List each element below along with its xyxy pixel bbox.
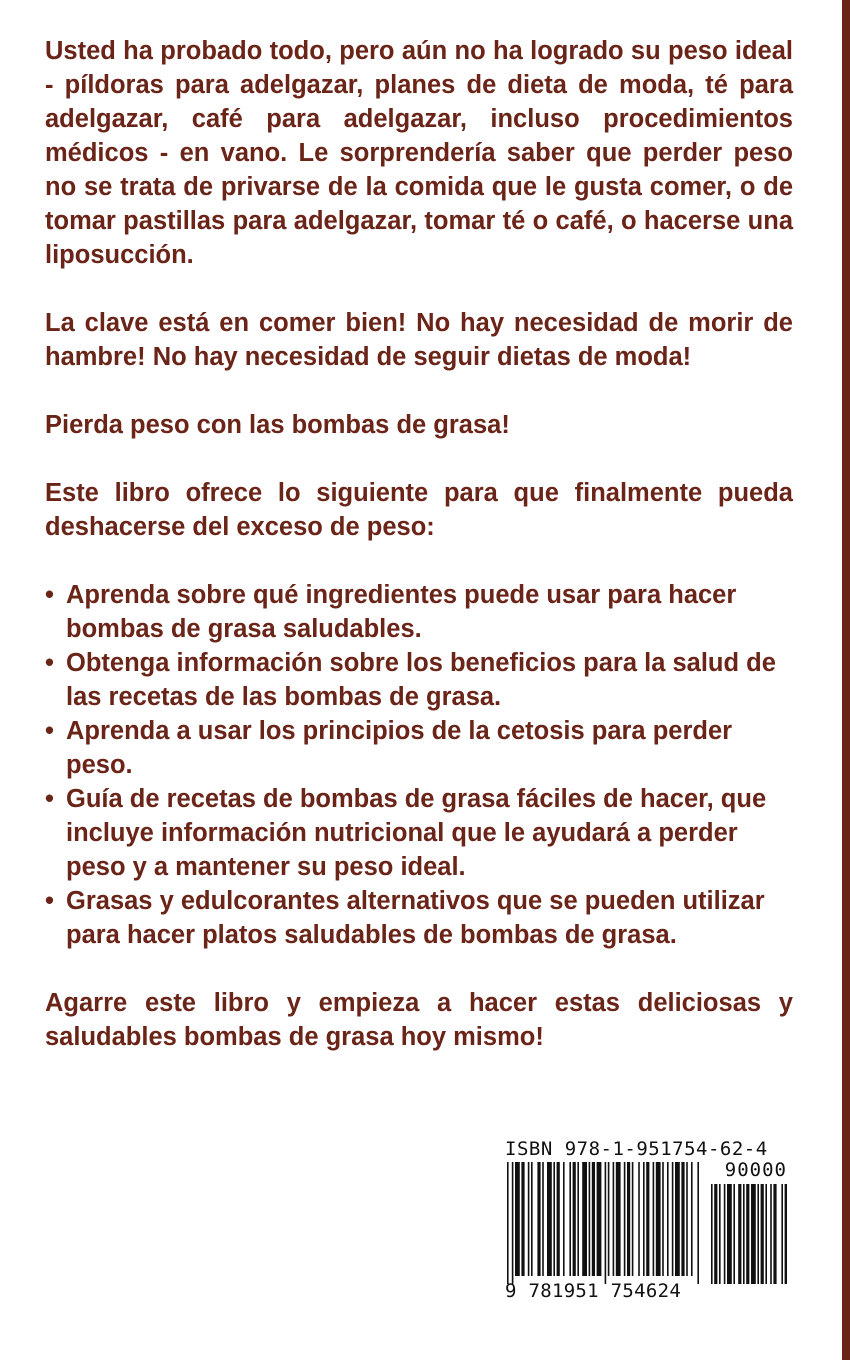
barcode-number: 9 781951 754624 [505, 1280, 682, 1302]
barcode-bar [542, 1162, 544, 1276]
barcode-bar [507, 1162, 509, 1284]
barcode-bar [675, 1162, 680, 1276]
barcode-addon-bar [781, 1184, 783, 1284]
back-cover-text [45, 34, 793, 1088]
barcode-addon-bar [757, 1184, 759, 1284]
list-item [45, 782, 793, 884]
barcode-bar [582, 1162, 587, 1276]
isbn-barcode [505, 1138, 787, 1302]
barcode-bar [569, 1162, 571, 1276]
barcode-bar [632, 1162, 634, 1276]
list-item-text: Aprenda sobre qué ingredientes puede usar para hacer bombas de grasa saludables. [66, 581, 737, 643]
barcode-bar [553, 1162, 555, 1276]
barcode-bar [515, 1162, 520, 1276]
barcode-bar [681, 1162, 684, 1276]
barcode-bar [592, 1162, 595, 1276]
barcode-bar [672, 1162, 674, 1276]
barcode-addon-bar [719, 1184, 721, 1284]
barcode-bar [686, 1162, 688, 1276]
isbn-label: ISBN 978-1-951754-62-4 [505, 1138, 768, 1160]
bullet-icon: • [45, 887, 54, 915]
barcode-bar [656, 1162, 661, 1276]
barcode-addon-bar [743, 1184, 745, 1284]
barcode-bar [547, 1162, 552, 1276]
barcode-addon-bar [711, 1184, 713, 1284]
benefits-list [45, 578, 793, 952]
barcode-addon-bar [714, 1184, 717, 1284]
barcode-addon-bar [761, 1184, 764, 1284]
barcode-addon-bar [785, 1184, 787, 1284]
barcode-bar [643, 1162, 645, 1276]
barcode-addon-bar [765, 1184, 767, 1284]
barcode-bar [557, 1162, 560, 1276]
barcode-bar [627, 1162, 630, 1276]
closing-paragraph: Agarre este libro y empieza a hacer estas deliciosas y saludables bombas de grasa hoy mismo! [45, 989, 793, 1051]
list-item [45, 578, 793, 646]
list-item-text: Obtenga información sobre los beneficios para la salud de las recetas de las bombas de grasa. [66, 649, 776, 711]
barcode-bar [563, 1162, 565, 1276]
barcode-bar [667, 1162, 669, 1276]
barcode-bar [605, 1162, 607, 1284]
list-item [45, 884, 793, 952]
barcode-addon-bar [733, 1184, 735, 1284]
barcode-addon-bar [724, 1184, 726, 1284]
barcode-bar [613, 1162, 615, 1276]
list-item-text: Guía de recetas de bombas de grasa fáciles de hacer, que incluye información nutricional que le ayudará a perder peso y a mantener su peso ideal. [66, 785, 767, 881]
tagline-paragraph: Pierda peso con las bombas de grasa! [45, 411, 510, 439]
barcode-bar [608, 1162, 610, 1276]
key-paragraph: La clave está en comer bien! No hay necesidad de morir de hambre! No hay necesidad de seguir dietas de moda! [45, 309, 793, 371]
barcode-addon-bar [773, 1184, 776, 1284]
barcode-bar [662, 1162, 664, 1276]
barcode-bar [638, 1162, 640, 1276]
barcode-addon-bar [770, 1184, 772, 1284]
bullet-icon: • [45, 581, 54, 609]
bullet-icon: • [45, 717, 54, 745]
spine-edge [842, 0, 850, 1360]
price-code: 90000 [724, 1159, 787, 1181]
bullet-icon: • [45, 785, 54, 813]
list-item-text: Aprenda a usar los principios de la cetosis para perder peso. [66, 717, 733, 779]
barcode-bar [521, 1162, 524, 1276]
list-item [45, 646, 793, 714]
intro-paragraph: Usted ha probado todo, pero aún no ha logrado su peso ideal - píldoras para adelgazar, planes de dieta de moda, té para adelgazar, café para adelgazar, incluso procedimientos médicos - en vano. Le sorprendería saber que perder peso no se trata de privarse de la comida que le gusta comer, o de tomar pastillas para adelgazar, tomar té o café, o hacerse una liposucción. [45, 37, 793, 269]
barcode-bar [531, 1162, 533, 1276]
barcode-bar [646, 1162, 649, 1276]
barcode-bar [697, 1162, 699, 1284]
barcode-bar [589, 1162, 591, 1276]
list-item [45, 714, 793, 782]
barcode-bar [577, 1162, 579, 1276]
barcode-bar [616, 1162, 621, 1276]
barcode-bar [624, 1162, 626, 1276]
barcode-addon-bar [746, 1184, 749, 1284]
barcode-bar [653, 1162, 655, 1276]
barcode-bar [537, 1162, 540, 1276]
barcode-addon-bar [727, 1184, 732, 1284]
barcode-bar [528, 1162, 530, 1276]
barcode-addon-bar [751, 1184, 756, 1284]
barcode-addon-bar [738, 1184, 741, 1284]
list-item-text: Grasas y edulcorantes alternativos que se pueden utilizar para hacer platos saludables de bombas de grasa. [66, 887, 765, 949]
barcode-bar [691, 1162, 693, 1276]
barcode-bar [573, 1162, 576, 1276]
barcode-bar [597, 1162, 602, 1276]
bullet-icon: • [45, 649, 54, 677]
offer-intro-paragraph: Este libro ofrece lo siguiente para que finalmente pueda deshacerse del exceso de peso: [45, 479, 793, 541]
barcode-bar [512, 1162, 514, 1284]
